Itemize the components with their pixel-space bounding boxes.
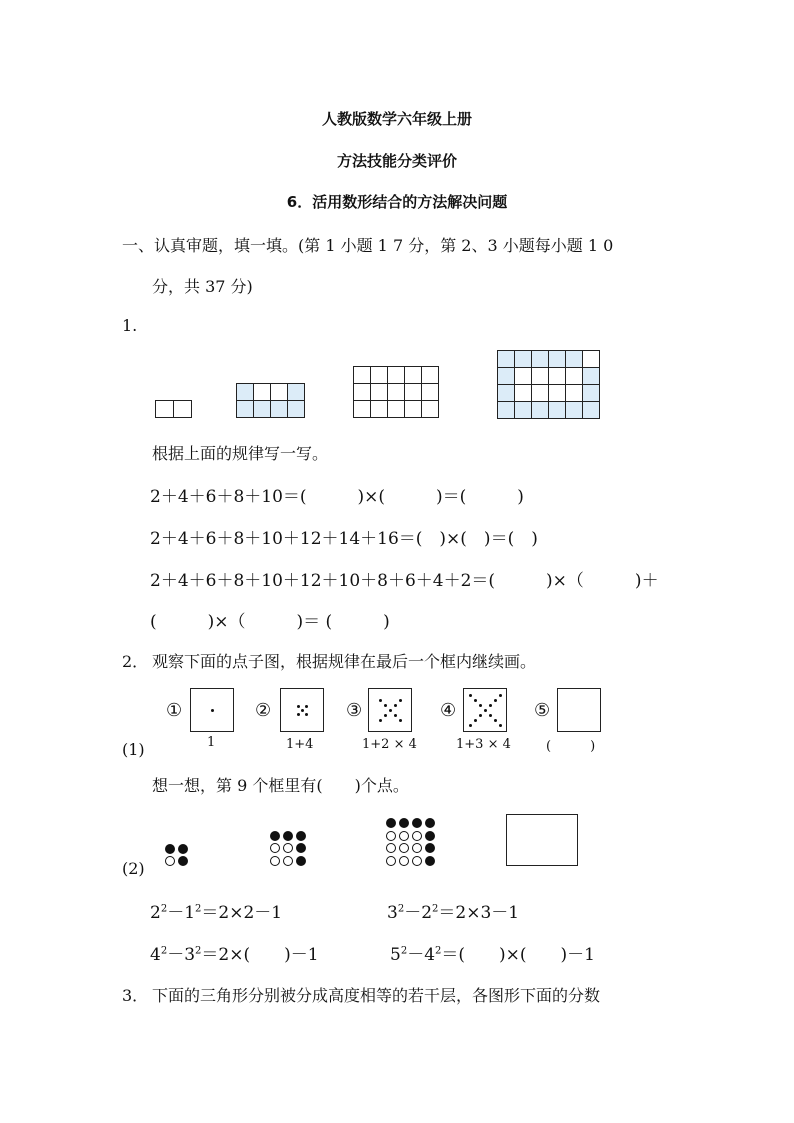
dot-caption-3: 1+2 × 4 [362, 737, 417, 752]
dot [494, 719, 497, 722]
filled-circle [283, 831, 293, 841]
section-title: 6．活用数形结合的方法解决问题 [286, 193, 508, 211]
empty-circle [165, 856, 175, 866]
equation-2: 2＋4＋6＋8＋10＋12＋14＋16＝( )×( )＝( ) [150, 529, 538, 549]
dot [474, 699, 477, 702]
circled-marker-4: ④ [440, 700, 457, 721]
filled-circle [425, 843, 435, 853]
dot [489, 714, 492, 717]
filled-circle [270, 831, 280, 841]
dot [384, 714, 387, 717]
dot [489, 704, 492, 707]
filled-circle [178, 856, 188, 866]
dot [394, 714, 397, 717]
question-text: 观察下面的点子图，根据规律在最后一个框内继续画。 [152, 652, 537, 671]
dot [484, 709, 487, 712]
dot [389, 709, 392, 712]
grid-figure-4 [497, 350, 600, 419]
equation-1: 2＋4＋6＋8＋10＝( )×( )＝( ) [150, 487, 524, 507]
filled-circle [296, 856, 306, 866]
dot [399, 699, 402, 702]
part-label-2: (2) [122, 859, 145, 878]
dot [379, 699, 382, 702]
dot-box-1 [190, 688, 234, 732]
filled-circle [425, 856, 435, 866]
dot [474, 719, 477, 722]
dot-caption-4: 1+3 × 4 [456, 737, 511, 752]
circled-marker-1: ① [166, 700, 183, 721]
question-number: 1. [122, 316, 138, 335]
dot [301, 709, 304, 712]
empty-circle [270, 843, 280, 853]
empty-circle [399, 831, 409, 841]
circled-marker-5: ⑤ [534, 700, 551, 721]
empty-circle [386, 843, 396, 853]
circled-marker-2: ② [255, 700, 272, 721]
instruction-text: 根据上面的规律写一写。 [152, 444, 329, 463]
dot-box-2 [280, 688, 324, 732]
filled-circle [296, 831, 306, 841]
empty-circle [412, 831, 422, 841]
dot-caption-1: 1 [207, 735, 216, 750]
dot [494, 699, 497, 702]
empty-circle [386, 831, 396, 841]
filled-circle [399, 818, 409, 828]
grid-figure-3 [353, 366, 439, 418]
dot [305, 713, 308, 716]
circled-marker-3: ③ [346, 700, 363, 721]
dot [469, 724, 472, 727]
section-heading: 一、认真审题，填一填。(第 1 小题 1 7 分，第 2、3 小题每小题 1 0 [122, 236, 614, 255]
dot-box-5-empty [557, 688, 601, 732]
dot [499, 724, 502, 727]
empty-circle [283, 856, 293, 866]
empty-circle [386, 856, 396, 866]
filled-circle [425, 831, 435, 841]
empty-circle [399, 843, 409, 853]
grid-figure-2 [236, 383, 305, 418]
question-number: 3． [122, 986, 149, 1005]
dot [305, 705, 308, 708]
page-title: 人教版数学六年级上册 [321, 110, 472, 128]
dot-caption-2: 1+4 [286, 737, 314, 752]
dot [479, 704, 482, 707]
dot [211, 709, 214, 712]
filled-circle [296, 843, 306, 853]
power-equation-1: $2^2-1^2=2\times 2-1$ [150, 903, 283, 923]
power-equation-3: $4^2-3^2=2\times$( )－1 [150, 945, 319, 965]
dot [297, 705, 300, 708]
equation-3: 2＋4＋6＋8＋10＋12＋10＋8＋6＋4＋2＝( )×（ )＋ [150, 571, 659, 591]
dot [297, 713, 300, 716]
dot [499, 694, 502, 697]
grid-figure-1 [155, 400, 192, 418]
dot-box-3 [368, 688, 412, 732]
dot [479, 714, 482, 717]
dot [394, 704, 397, 707]
page-subtitle: 方法技能分类评价 [336, 152, 457, 170]
empty-circle [270, 856, 280, 866]
dot [399, 719, 402, 722]
empty-circle [283, 843, 293, 853]
filled-circle [425, 818, 435, 828]
question-number: 2． [122, 652, 149, 671]
filled-circle [386, 818, 396, 828]
section-heading-cont: 分，共 37 分) [152, 277, 253, 296]
question-text: 下面的三角形分别被分成高度相等的若干层，各图形下面的分数 [152, 986, 601, 1005]
filled-circle [178, 844, 188, 854]
empty-circle [399, 856, 409, 866]
dot-box-4 [463, 688, 507, 732]
dot [384, 704, 387, 707]
empty-drawing-box [506, 814, 578, 866]
dot-caption-5: ( ) [546, 739, 596, 754]
power-equation-2: $3^2-2^2=2\times 3-1$ [387, 903, 520, 923]
dot [469, 694, 472, 697]
power-equation-4: $5^2-4^2=$( )×( )－1 [390, 945, 595, 965]
dot [379, 719, 382, 722]
empty-circle [412, 856, 422, 866]
filled-circle [165, 844, 175, 854]
empty-circle [412, 843, 422, 853]
filled-circle [412, 818, 422, 828]
equation-3-cont: ( )×（ )＝ ( ) [150, 612, 390, 632]
follow-up-question: 想一想，第 9 个框里有( )个点。 [152, 776, 409, 795]
part-label-1: (1) [122, 740, 145, 759]
